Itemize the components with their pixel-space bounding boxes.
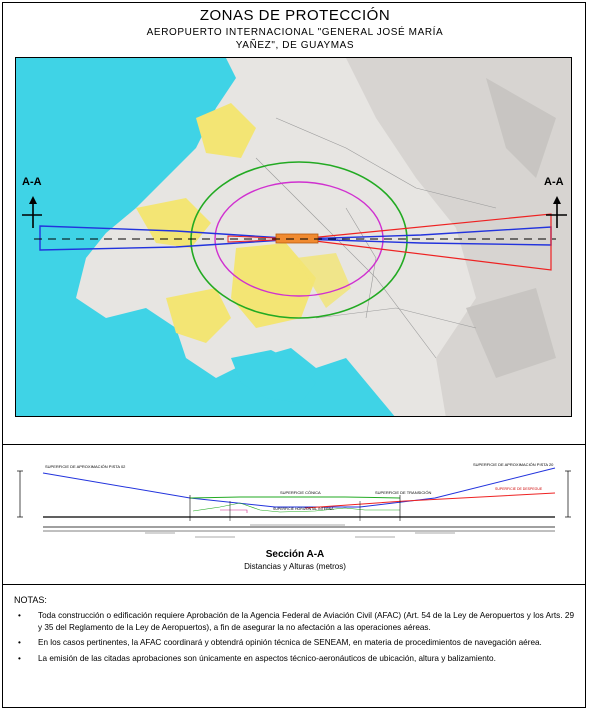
note-item <box>18 610 574 633</box>
subtitle-line-1: AEROPUERTO INTERNACIONAL "GENERAL JOSÉ MARÍA <box>146 27 444 38</box>
note-item <box>18 637 574 649</box>
map-svg <box>16 58 572 417</box>
bullet-icon: • <box>18 653 21 663</box>
separator-notes <box>2 584 586 585</box>
separator-map-section <box>2 444 586 445</box>
section-label-takeoff: SUPERFICIE DE DESPEGUE <box>495 487 543 491</box>
section-marker-right-label: A-A <box>544 176 564 188</box>
bullet-icon: • <box>18 611 21 620</box>
section-label-right-approach: SUPERFICIE DE APROXIMACIÓN PISTA 20 <box>473 462 554 467</box>
notes-list <box>18 610 574 668</box>
section-title: Sección A-A <box>265 549 325 560</box>
section-label-transition: SUPERFICIE DE TRANSICIÓN <box>375 490 432 495</box>
page-subtitle <box>0 26 590 52</box>
section-label-horizontal: SUPERFICIE HORIZONTAL INTERNA <box>273 507 334 511</box>
cross-section-svg <box>15 455 575 547</box>
section-label-left-approach: SUPERFICIE DE APROXIMACIÓN PISTA 02 <box>45 464 126 469</box>
bullet-icon: • <box>18 638 21 647</box>
subtitle-line-2: YAÑEZ", DE GUAYMAS <box>235 40 355 51</box>
section-subtitle: Distancias y Alturas (metros) <box>244 562 346 571</box>
note-text: En los casos pertinentes, la AFAC coordinará y obtendrá opinión técnica de SENEAM, en materia de procedimientos de navegación aérea. <box>38 638 542 647</box>
cross-section-a-a <box>15 455 575 555</box>
note-text: Toda construcción o edificación requiere Aprobación de la Agencia Federal de Aviación Civil (AFAC) (Art. 54 de la Ley de Aeropuertos y los Arts. 29 y 35 del Reglamento de la Ley de Aeropuertos), a fin de asegurar la no afectación a las operaciones aéreas. <box>38 611 574 632</box>
section-marker-left-label: A-A <box>22 176 42 188</box>
page-title: ZONAS DE PROTECCIÓN <box>199 7 391 24</box>
section-takeoff-profile <box>305 493 555 508</box>
note-item <box>18 653 574 665</box>
notes-title: NOTAS: <box>14 595 47 605</box>
section-conical-profile <box>190 497 400 498</box>
section-approach-profile <box>43 468 555 507</box>
section-label-conical: SUPERFICIE CÓNICA <box>280 490 321 495</box>
runway-strip <box>276 234 318 243</box>
note-text: La emisión de las citadas aprobaciones son únicamente en aspectos técnico-aeronáuticos de ubicación, altura y balizamiento. <box>38 653 496 663</box>
protection-zones-map[interactable] <box>15 57 572 417</box>
